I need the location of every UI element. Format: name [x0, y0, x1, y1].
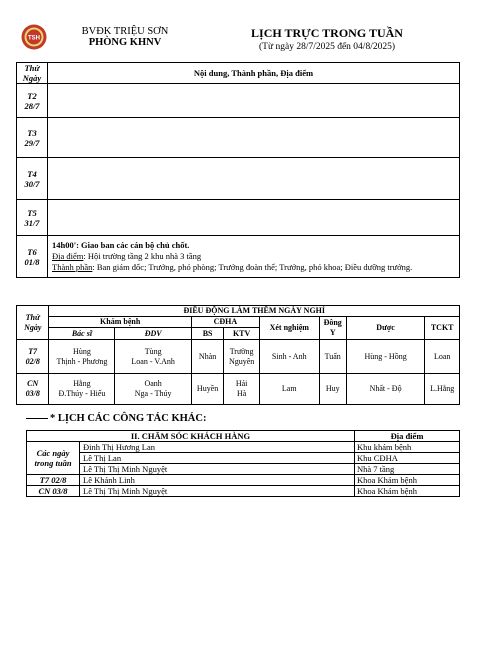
content-cell [48, 236, 460, 278]
table-row [17, 340, 460, 374]
meeting-members [52, 262, 455, 273]
place-cell: Khu khám bệnh [355, 442, 460, 453]
table-row [27, 486, 460, 497]
other-tasks-title: * LỊCH CÁC CÔNG TÁC KHÁC: [50, 413, 207, 424]
duoc-cell: Hùng - Hồng [346, 340, 425, 374]
tckt-cell: Loan [425, 340, 460, 374]
table-row [17, 236, 460, 278]
duty-title: ĐIỀU ĐỘNG LÀM THÊM NGÀY NGHỈ [49, 306, 460, 317]
day-cell: T6 01/8 [17, 236, 48, 278]
col-content-header: Nội dung, Thành phần, Địa điểm [48, 63, 460, 84]
content-cell [48, 84, 460, 118]
table-row [17, 118, 460, 158]
content-cell [48, 200, 460, 236]
col-place-header: Địa điểm [355, 431, 460, 442]
heading-dash [26, 418, 48, 419]
place-cell: Khoa Khám bệnh [355, 486, 460, 497]
table-row [17, 200, 460, 236]
org-name: BVĐK TRIỆU SƠN [81, 26, 169, 37]
col-day-header: Thứ Ngày [17, 63, 48, 84]
tckt-cell: L.Hằng [425, 374, 460, 405]
tckt-header: TCKT [425, 317, 460, 340]
table-row [27, 464, 460, 475]
table-header-row [27, 431, 460, 442]
table-row [27, 442, 460, 453]
table-header-row [17, 63, 460, 84]
day-cell: T2 28/7 [17, 84, 48, 118]
bs-cell: Huyền [191, 374, 223, 405]
xn-cell: Lam [259, 374, 319, 405]
meeting-title: 14h00': Giao ban các cán bộ chủ chốt. [52, 240, 190, 250]
logo-text: TSH [28, 35, 40, 42]
xn-cell: Sinh - Anh [259, 340, 319, 374]
duty-group-row [17, 317, 460, 328]
other-tasks-heading [26, 413, 206, 424]
col-day-header: Thứ Ngày [17, 306, 49, 340]
ddv-cell: Oanh Nga - Thúy [115, 374, 191, 405]
doc-header [222, 26, 432, 52]
dongy-cell: Tuấn [319, 340, 346, 374]
place-label: Địa điểm [52, 251, 84, 261]
customer-care-table [26, 430, 460, 497]
members-value: : Ban giám đốc; Trưởng, phó phòng; Trưởng đoàn thể; Trưởng, phó khoa; Điều dưỡng trưởng. [92, 262, 413, 272]
dongy-cell: Huy [319, 374, 346, 405]
place-cell: Nhà 7 tầng [355, 464, 460, 475]
place-cell: Khoa Khám bệnh [355, 475, 460, 486]
table-row [17, 158, 460, 200]
content-cell [48, 158, 460, 200]
day-cell: T7 02/8 [27, 475, 80, 486]
bacsi-cell: Hùng Thịnh - Phương [49, 340, 115, 374]
day-cell: CN 03/8 [17, 374, 49, 405]
xn-header: Xét nghiệm [259, 317, 319, 340]
kb-header: Khám bệnh [49, 317, 191, 328]
name-cell: Lê Khánh Linh [80, 475, 355, 486]
members-label: Thành phần [52, 262, 93, 272]
day-cell: CN 03/8 [27, 486, 80, 497]
bs-header: BS [191, 328, 223, 340]
day-cell: T4 30/7 [17, 158, 48, 200]
day-cell: T3 29/7 [17, 118, 48, 158]
ktv-cell: Trường Nguyên [224, 340, 260, 374]
dongy-header: Đông Y [319, 317, 346, 340]
section-header: II. CHĂM SÓC KHÁCH HÀNG [27, 431, 355, 442]
page-title: LỊCH TRỰC TRONG TUẦN [251, 26, 403, 40]
bacsi-cell: Hằng Đ.Thúy - Hiếu [49, 374, 115, 405]
ktv-cell: Hải Hà [224, 374, 260, 405]
name-cell: Lê Thị Lan [80, 453, 355, 464]
ktv-header: KTV [224, 328, 260, 340]
day-cell: T5 31/7 [17, 200, 48, 236]
org-header [60, 26, 190, 48]
day-cell: T7 02/8 [17, 340, 49, 374]
duoc-header: Dược [346, 317, 425, 340]
bacsi-header: Bác sĩ [49, 328, 115, 340]
cdha-header: CĐHA [191, 317, 259, 328]
hospital-logo-icon [21, 24, 47, 50]
place-cell: Khu CĐHA [355, 453, 460, 464]
ddv-header: ĐDV [115, 328, 191, 340]
group-day-cell: Các ngày trong tuần [27, 442, 80, 475]
name-cell: Lê Thị Thị Minh Nguyệt [80, 464, 355, 475]
name-cell: Đinh Thị Hương Lan [80, 442, 355, 453]
table-row [17, 84, 460, 118]
page-subtitle: (Từ ngày 28/7/2025 đến 04/8/2025) [258, 42, 396, 52]
duty-title-row [17, 306, 460, 317]
table-row [17, 374, 460, 405]
name-cell: Lê Thị Thị Minh Nguyệt [80, 486, 355, 497]
holiday-duty-table [16, 305, 460, 405]
bs-cell: Nhàn [191, 340, 223, 374]
ddv-cell: Tùng Loan - V.Anh [115, 340, 191, 374]
content-cell [48, 118, 460, 158]
table-row [27, 475, 460, 486]
meeting-place [52, 251, 455, 262]
duoc-cell: Nhất - Độ [346, 374, 425, 405]
table-row [27, 453, 460, 464]
place-value: : Hội trường tầng 2 khu nhà 3 tầng [83, 251, 202, 261]
dept-name: PHÒNG KHNV [88, 37, 162, 48]
weekly-schedule-table [16, 62, 460, 278]
